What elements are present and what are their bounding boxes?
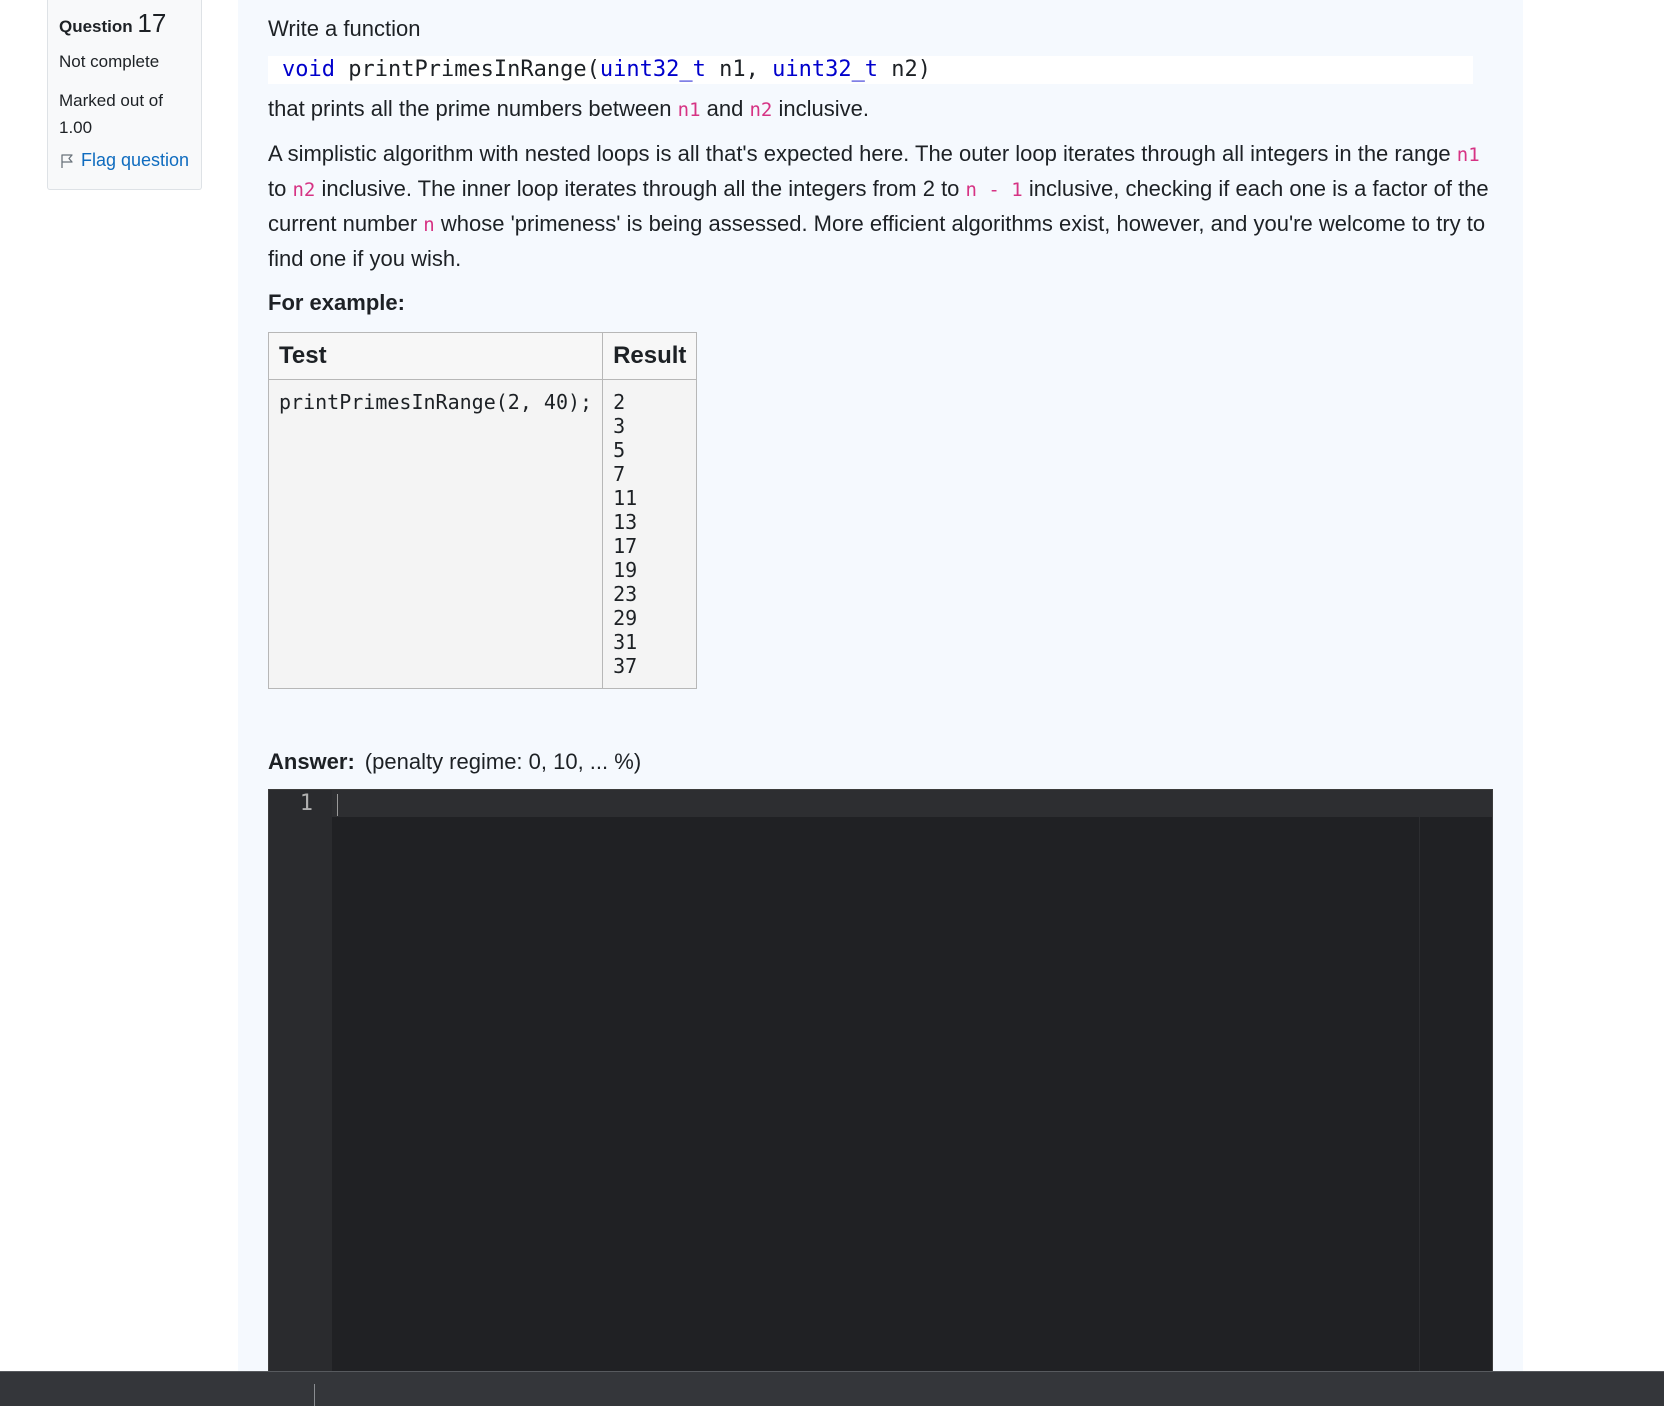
inline-code: n2 — [749, 99, 773, 121]
question-intro: Write a function — [268, 16, 421, 41]
desc-text: that prints all the prime numbers between — [268, 96, 678, 121]
function-signature — [268, 56, 1473, 84]
flag-question-label: Flag question — [81, 150, 190, 170]
line-number: 1 — [299, 791, 313, 816]
answer-label — [268, 749, 1493, 775]
table-row — [269, 380, 697, 689]
signature-param: n2) — [878, 57, 932, 82]
inline-code: n - 1 — [965, 179, 1023, 201]
algorithm-description — [268, 137, 1493, 276]
inline-code: n1 — [677, 99, 701, 121]
question-number-value: 17 — [137, 8, 167, 38]
signature-param: n1, — [705, 57, 773, 82]
bottom-bar — [0, 1371, 1664, 1406]
bottom-bar-separator — [314, 1384, 315, 1406]
inline-code: n — [423, 214, 435, 236]
table-header-test: Test — [269, 333, 603, 380]
desc-text: and — [700, 96, 750, 121]
table-header-result: Result — [603, 333, 697, 380]
algo-text: A simplistic algorithm with nested loops is all that's expected here. The outer loop iterates through all integers in the range — [268, 141, 1457, 166]
flag-question-link[interactable] — [59, 150, 190, 171]
question-description — [268, 92, 1493, 127]
active-line-highlight — [332, 790, 1492, 817]
text-cursor — [337, 794, 338, 816]
algo-text: whose 'primeness' is being assessed. More efficient algorithms exist, however, and you're welcome to try to find one if you wish. — [268, 211, 1486, 271]
answer-heading: Answer: — [268, 749, 355, 774]
question-number — [59, 8, 190, 39]
question-formulation — [238, 0, 1523, 1406]
inline-code: n2 — [292, 179, 316, 201]
signature-type: uint32_t — [772, 57, 879, 82]
desc-text: inclusive. — [772, 96, 869, 121]
question-grade: Marked out of 1.00 — [59, 91, 163, 137]
penalty-regime: (penalty regime: 0, 10, ... %) — [364, 749, 642, 774]
question-state: Not complete — [59, 52, 160, 71]
signature-keyword: void — [282, 57, 335, 82]
algo-text: to — [268, 176, 293, 201]
inline-code: n1 — [1456, 144, 1480, 166]
question-label: Question — [59, 17, 133, 36]
code-editor[interactable] — [268, 789, 1493, 1389]
examples-table — [268, 332, 697, 689]
algo-text: inclusive, checking if each one is a factor of the current number — [268, 176, 1489, 236]
signature-type: uint32_t — [599, 57, 706, 82]
signature-name: printPrimesInRange( — [334, 57, 600, 82]
algo-text: inclusive. The inner loop iterates through all the integers from 2 to — [315, 176, 966, 201]
table-header-row — [269, 333, 697, 380]
print-margin — [1419, 817, 1420, 1388]
editor-gutter — [269, 790, 332, 1388]
result-cell: 2 3 5 7 11 13 17 19 23 29 31 37 — [603, 380, 697, 689]
test-cell: printPrimesInRange(2, 40); — [269, 380, 603, 689]
question-info-panel — [47, 0, 202, 190]
for-example-heading: For example: — [268, 290, 405, 315]
flag-icon — [59, 153, 75, 169]
